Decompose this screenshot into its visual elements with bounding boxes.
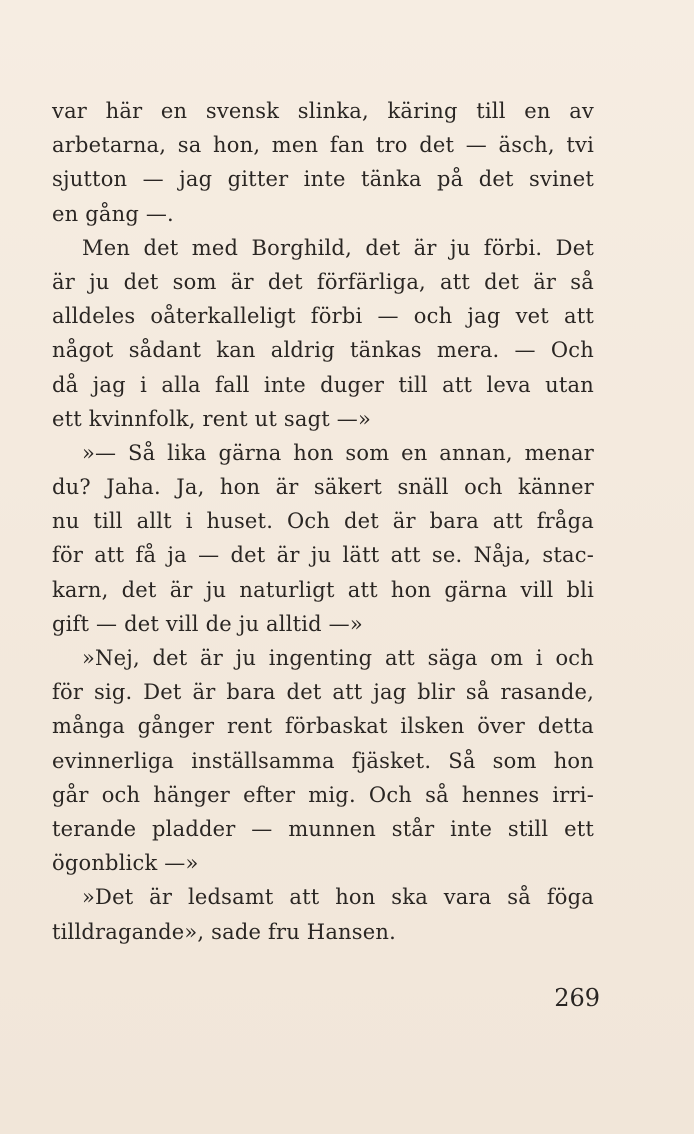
text-line: gift — det vill de ju alltid —»: [52, 611, 363, 636]
text-line: något sådant kan aldrig tänkas mera. — Och: [52, 338, 594, 363]
text-line: en gång —.: [52, 201, 174, 226]
text-line: evinnerliga inställsamma fjäsket. Så som hon: [52, 748, 594, 773]
text-line: tilldragande», sade fru Hansen.: [52, 919, 396, 944]
text-line: då jag i alla fall inte duger till att leva utan: [52, 372, 594, 397]
body-text: [52, 94, 594, 949]
text-line: var här en svensk slinka, käring till en av: [52, 99, 594, 123]
text-line: är ju det som är det förfärliga, att det är så: [52, 269, 594, 294]
page-number: 269: [554, 984, 600, 1012]
text-line: »Det är ledsamt att hon ska vara så föga: [82, 885, 594, 910]
text-line: för att få ja — det är ju lätt att se. Nåja, stac-: [52, 543, 594, 568]
text-line: många gånger rent förbaskat ilsken över detta: [52, 714, 594, 739]
text-line: »Nej, det är ju ingenting att säga om i och: [82, 646, 594, 670]
text-line: du? Jaha. Ja, hon är säkert snäll och känner: [52, 475, 594, 500]
text-line: alldeles oåterkalleligt förbi — och jag vet att: [52, 304, 594, 329]
text-line: Men det med Borghild, det är ju förbi. Det: [82, 235, 594, 260]
text-line: nu till allt i huset. Och det är bara att fråga: [52, 509, 594, 534]
text-line: »— Så lika gärna hon som en annan, menar: [82, 440, 594, 465]
text-line: går och hänger efter mig. Och så hennes irri-: [52, 782, 594, 807]
text-line: arbetarna, sa hon, men fan tro det — äsch, tvi: [52, 133, 594, 158]
text-line: ögonblick —»: [52, 851, 199, 876]
text-line: ett kvinnfolk, rent ut sagt —»: [52, 406, 371, 431]
text-line: sjutton — jag gitter inte tänka på det svinet: [52, 167, 594, 192]
text-line: för sig. Det är bara det att jag blir så rasande,: [52, 680, 594, 705]
text-line: terande pladder — munnen står inte still ett: [52, 816, 594, 841]
text-line: karn, det är ju naturligt att hon gärna vill bli: [52, 577, 594, 602]
